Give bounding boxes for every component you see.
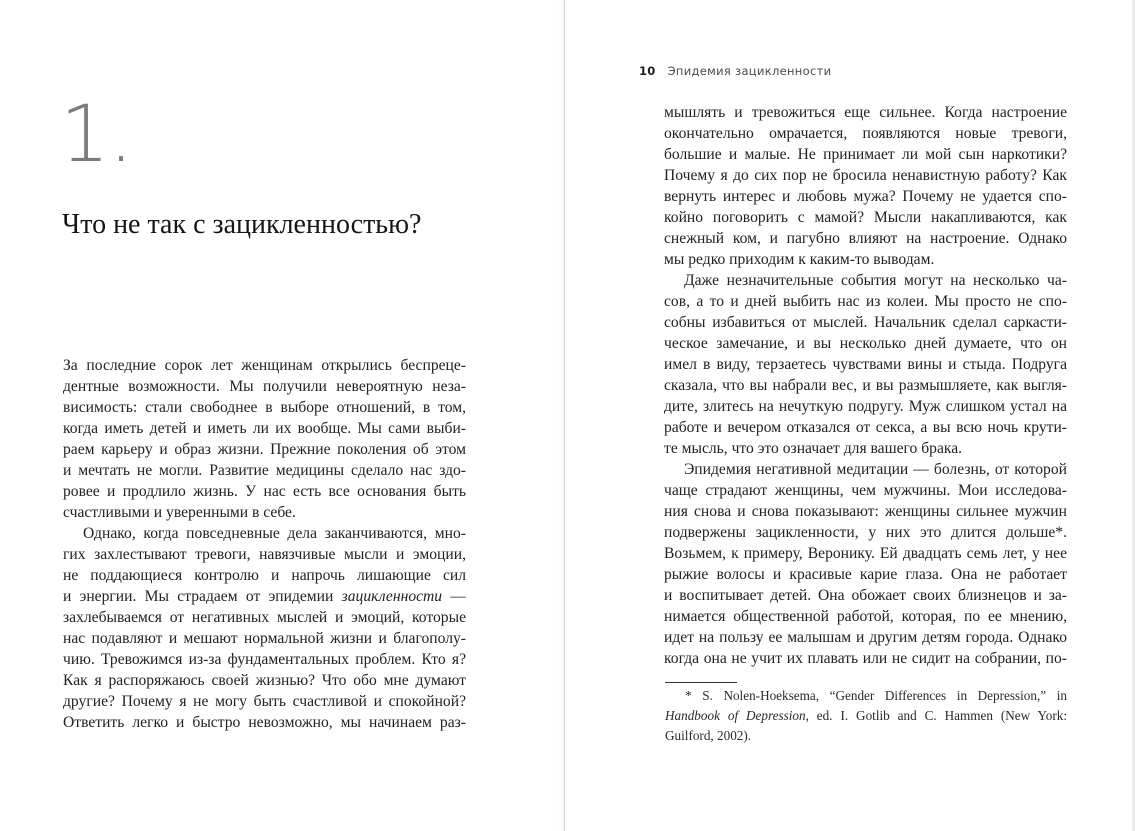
- text-line: не поддающиеся контролю и напрочь лишающие сил: [63, 567, 466, 584]
- running-header-title: Эпидемия зацикленности: [667, 64, 832, 78]
- text-line: нас подавляют и мешают нормальной жизни и благополу-: [63, 630, 466, 647]
- text-line: койно поговорить с мамой? Мысли накапливаются, как: [664, 209, 1067, 226]
- left-page: [0, 0, 564, 831]
- text-line: ния снова и снова показывают: женщины сильнее мужчин: [664, 503, 1067, 520]
- text-line: Даже незначительные события могут на несколько ча-: [684, 272, 1067, 289]
- text-line: Почему я до сих пор не бросила ненавистную работу? Как: [664, 167, 1067, 184]
- footnote-rule: [665, 682, 737, 683]
- text-line: За последние сорок лет женщинам открылись беспреце-: [63, 357, 466, 374]
- text-line: чию. Тревожимся из-за фундаментальных проблем. Кто я?: [63, 651, 466, 668]
- emphasis: зацикленности: [341, 588, 443, 605]
- page-number: 10: [639, 64, 656, 78]
- text-line: имел в виду, терзаетесь чувствами вины и стыда. Подруга: [664, 356, 1067, 373]
- text-line: Эпидемия негативной медитации — болезнь, от которой: [684, 461, 1067, 478]
- text-line: Однако, когда повседневные дела заканчиваются, мно-: [83, 525, 466, 542]
- text-line: чаще страдают женщины, чем мужчины. Мои исследова-: [664, 482, 1067, 499]
- text-line: счастливыми и уверенными в себе.: [63, 504, 296, 521]
- footnote-line: Guilford, 2002).: [665, 728, 752, 743]
- text-line: гих захлестывают тревоги, навязчивые мысли и эмоции,: [63, 546, 466, 563]
- text-line: ческое замечание, и вы несколько дней думаете, что он: [664, 335, 1067, 352]
- text-line: идет на пользу ее малышам и другим детям города. Однако: [664, 629, 1067, 646]
- text-line: раем карьеру и образ жизни. Прежние поколения об этом: [63, 441, 466, 458]
- text-line: и воспитывает детей. Она обожает своих близнецов и за-: [664, 587, 1067, 604]
- running-header: [639, 64, 831, 78]
- text-line: и мечтать не могли. Развитие медицины сделало нас здо-: [63, 462, 466, 479]
- text-line: окончательно омрачается, появляются новые тревоги,: [664, 125, 1067, 142]
- text-line: те мысль, что это означает для вашего брака.: [664, 440, 963, 457]
- text-line: нимается общественной работой, которая, по ее мнению,: [664, 608, 1067, 625]
- text-line: Возьмем, к примеру, Веронику. Ей двадцать семь лет, у нее: [664, 545, 1067, 562]
- footnote-line: [665, 706, 1067, 726]
- right-body-text: [664, 102, 1067, 669]
- text-line: рыжие волосы и красивые карие глаза. Она не работает: [664, 566, 1067, 583]
- text-line: дентные возможности. Мы получили невероятную неза-: [63, 378, 466, 395]
- text-line: подвержены зацикленности, у них это длится дольше*.: [664, 524, 1067, 541]
- text-line: вернуть интерес и любовь мужа? Почему не удается спо-: [664, 188, 1067, 205]
- footnote-book-title: Handbook of Depression: [665, 708, 806, 723]
- text-line: сказала, что вы набрали вес, и вы размышляете, как выгля-: [664, 377, 1067, 394]
- text-line: собны избавиться от мыслей. Начальник сделал саркасти-: [664, 314, 1067, 331]
- chapter-title: Что не так с зацикленностью?: [62, 209, 422, 240]
- text-line: мышлять и тревожиться еще сильнее. Когда настроение: [664, 104, 1067, 121]
- text-line: висимость: стали свободнее в выборе отношений, в том,: [63, 399, 466, 416]
- text-line: большие и малые. Не принимает ли мой сын наркотики?: [664, 146, 1067, 163]
- text-line: мы редко приходим к каким-то выводам.: [664, 251, 935, 268]
- text-line: когда она не учит их плавать или не сидит на собрании, по-: [664, 650, 1067, 667]
- text-line: и энергии. Мы страдаем от эпидемии зацикленности —: [63, 588, 466, 605]
- chapter-number: 1.: [60, 90, 133, 180]
- text-line: работе и вечером отказался от секса, а вы всю ночь крути-: [664, 419, 1067, 436]
- text-line: дите, злитесь на нечуткую подругу. Муж слишком устал на: [664, 398, 1067, 415]
- footnote-line: * S. Nolen-Hoeksema, “Gender Differences in Depression,” in: [685, 688, 1067, 703]
- footnote-text: , ed. I. Gotlib and C. Hammen (New York:: [805, 708, 1067, 723]
- footnote: [665, 686, 1067, 746]
- text-line: захлебываемся от негативных мыслей и эмоций, которые: [63, 609, 466, 626]
- text-line: сов, а то и дней выбить нас из колеи. Мы просто не спо-: [664, 293, 1067, 310]
- text-line: Ответить легко и быстро невозможно, мы начинаем раз-: [63, 714, 466, 731]
- text-line: снежный ком, и пагубно влияют на настроение. Однако: [664, 230, 1067, 247]
- left-body-text: [63, 355, 466, 733]
- text-line: другие? Почему я не могу быть счастливой и спокойной?: [63, 693, 466, 710]
- text-line: ровее и продлило жизнь. У нас есть все основания быть: [63, 483, 466, 500]
- text-line: когда иметь детей и иметь ли их вообще. Мы сами выби-: [63, 420, 466, 437]
- text-line: Как я распоряжаюсь своей жизнью? Что обо мне думают: [63, 672, 466, 689]
